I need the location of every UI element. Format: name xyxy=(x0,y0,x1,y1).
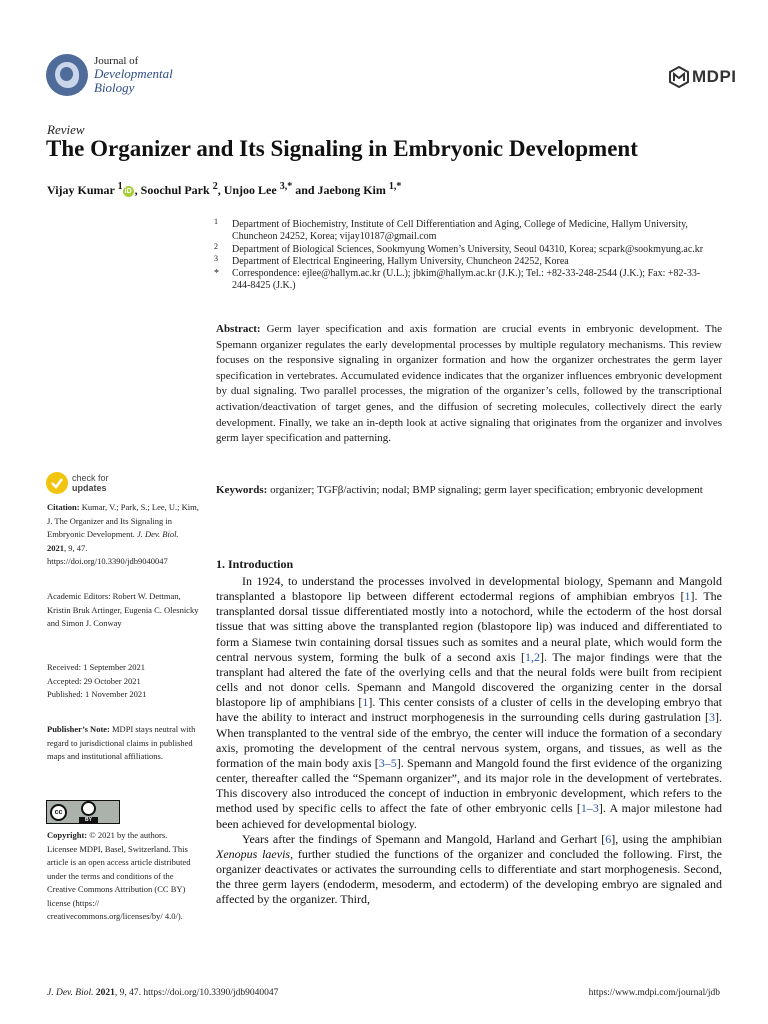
body-text-run: In 1924, to understand the processes involved in developmental biology, Spemann and Mangold transplanted a blastopore lip between different ectodermal regions of amphibian embryos [ xyxy=(216,574,722,604)
abstract-text: Germ layer specification and axis formation are crucial events in embryonic development. The Spemann organizer regulates the early developmental processes by multiple regulatory mechanisms. This review focuses on the responsive signaling in organizer formation and how the organizer orchestrates the germ layer specification in vertebrates. Accumulated evidence indicates that the organizer influences embryonic development by dual signaling. Two parallel processes, the migration of the organizer’s cells, followed by the transcriptional activation/deactivation of target genes, and the diffusion of secreting molecules, collectively direct the early development. Finally, we take an in-depth look at active signaling that originates from the organizer and involves germ layer specification and patterning. xyxy=(216,323,722,445)
affiliation-item xyxy=(214,219,714,244)
article-type: Review xyxy=(47,122,85,137)
body-text-run: Years after the findings of Spemann and Mangold, Harland and Gerhart [ xyxy=(242,831,606,846)
citation-block xyxy=(47,501,199,569)
publisher-note-label: Publisher’s Note: xyxy=(47,724,110,734)
author-affil-sup: 1,* xyxy=(388,181,402,192)
citation-link[interactable]: 1 xyxy=(684,589,691,604)
affiliation-number: 2 xyxy=(214,241,218,251)
orcid-icon[interactable]: iD xyxy=(124,188,132,195)
footer-journal-url[interactable]: https://www.mdpi.com/journal/jdb xyxy=(588,988,720,998)
affiliation-text: Department of Electrical Engineering, Hallym University, Chuncheon 24252, Korea xyxy=(232,255,569,267)
footer-citation xyxy=(47,988,278,998)
species-name: Xenopus laevis xyxy=(216,846,291,861)
publisher-note-text: MDPI stays neutral with regard to jurisdictional claims in published maps and institutional affiliations. xyxy=(47,724,196,761)
check-updates-line2: updates xyxy=(72,483,107,493)
affiliation-text: Department of Biochemistry, Institute of Cell Differentiation and Aging, College of Medicine, Hallym University, Chuncheon 24252, Korea; vijay10187@gmail.com xyxy=(232,219,688,243)
affiliation-text: Department of Biological Sciences, Sookmyung Women’s University, Seoul 04310, Korea; scpark@sookmyung.ac.kr xyxy=(232,243,704,255)
citation-doi[interactable]: , 9, 47. https://doi.org/10.3390/jdb9040047 xyxy=(47,542,168,566)
keywords-label: Keywords: xyxy=(216,484,268,496)
citation-journal: J. Dev. Biol. xyxy=(136,529,179,539)
body-text-run: ]. This center consists of a cluster of cells in the developing embryo that have the ability to interact and instruct morphogenesis in the surrounding cells during gastrulation [ xyxy=(216,695,722,725)
journal-name xyxy=(94,56,173,95)
footer-journal: J. Dev. Biol. xyxy=(47,988,94,998)
correspondence-text: Correspondence: ejlee@hallym.ac.kr (U.L.); jbkim@hallym.ac.kr (J.K.); Tel.: +82-33-248-2544 (J.K.); Fax: +82-33-244-8425 (J.K.) xyxy=(232,268,701,292)
body-text-run: , further studied the functions of the organizer and concluded the following. First, the organizer deactivates or activates the surrounding cells to differentiate and start morphogenesis. Second, the three germ layers (endoderm, mesoderm, and ectoderm) of the developing embryo are signaled and affected by the organizer. Third, xyxy=(216,846,722,907)
citation-label: Citation: xyxy=(47,502,80,512)
author-list xyxy=(47,181,401,198)
journal-logo[interactable] xyxy=(46,54,173,96)
citation-link[interactable]: 1–3 xyxy=(580,801,599,816)
section-heading-introduction: 1. Introduction xyxy=(216,557,294,571)
check-updates-line1: check for xyxy=(72,473,109,483)
paragraph xyxy=(216,574,722,832)
author-name: , Unjoo Lee xyxy=(217,183,280,197)
author-name: Vijay Kumar xyxy=(47,183,118,197)
embryo-icon xyxy=(46,54,88,96)
check-updates-label xyxy=(72,473,109,493)
author-name: , Soochul Park xyxy=(134,183,213,197)
journal-name-line2: Developmental xyxy=(94,66,173,82)
body-text-run: ]. Spemann and Mangold found the first evidence of the organizing center, thereafter called the “Spemann organizer”, and its major role in the development of vertebrates. This discovery also introduced the concept of induction in embryonic development, which refers to the method used by specific cells to affect the fate of other embryonic cells [ xyxy=(216,755,722,816)
citation-link[interactable]: 3–5 xyxy=(378,755,397,770)
affiliation-number: 1 xyxy=(214,217,218,226)
footer-year: 2021 xyxy=(95,988,115,998)
page-footer xyxy=(47,988,720,998)
author-affil-sup: 2 xyxy=(212,181,218,192)
check-updates-icon xyxy=(46,472,68,494)
article-title: The Organizer and Its Signaling in Embryonic Development xyxy=(46,136,638,161)
affiliations xyxy=(214,219,714,293)
affiliation-number: 3 xyxy=(214,253,218,263)
citation-link[interactable]: 6 xyxy=(605,831,612,846)
footer-doi[interactable]: , 9, 47. https://doi.org/10.3390/jdb9040047 xyxy=(114,988,279,998)
affiliation-item xyxy=(214,241,714,256)
author-affil-sup: 3,* xyxy=(279,181,293,192)
creative-commons-icon: cc xyxy=(50,804,67,821)
journal-name-line1: Journal of xyxy=(94,54,139,67)
copyright-label: Copyright: xyxy=(47,830,88,840)
journal-name-line3: Biology xyxy=(94,79,135,95)
citation-link[interactable]: 3 xyxy=(709,710,715,725)
dates-block xyxy=(47,661,199,702)
mdpi-hexagon-icon xyxy=(668,66,690,88)
cc-by-label: BY xyxy=(79,817,98,823)
publisher-name: MDPI xyxy=(692,67,737,86)
body-text-run: ]. A major milestone had been achieved for developmental biology. xyxy=(216,801,723,831)
keywords-text: organizer; TGFβ/activin; nodal; BMP signaling; germ layer specification; embryonic development xyxy=(270,484,703,496)
received-date: Received: 1 September 2021 xyxy=(47,662,145,672)
person-icon xyxy=(81,801,96,816)
citation-link[interactable]: 1 xyxy=(362,695,369,710)
copyright-text: © 2021 by the authors. Licensee MDPI, Basel, Switzerland. This article is an open access article distributed under the terms and conditions of the Creative Commons Attribution (CC BY) license (https:// creativecommons.org/licenses/by/ 4.0/). xyxy=(47,830,191,921)
correspondence-item xyxy=(214,268,714,293)
paragraph xyxy=(216,832,722,908)
attribution-icon xyxy=(79,801,98,823)
body-text-run: ], using the amphibian xyxy=(611,831,722,846)
abstract xyxy=(216,322,722,447)
academic-editors: Academic Editors: Robert W. Dettman, Kristin Bruk Artinger, Eugenia C. Olesnicky and Simon J. Conway xyxy=(47,591,199,628)
citation-link[interactable]: 1,2 xyxy=(525,649,541,664)
introduction-body xyxy=(216,574,722,907)
body-text-run: ]. The transplanted dorsal tissue differentiated mostly into a notochord, while the ectoderm of the host dorsal tissue that was sitting above the transplanted region (blastopore lip) was induced and differentiated to form a Siamese twin containing dorsal tissues such as somites and a neural plate, which would form the central nervous system, forming the bulk of a second axis [ xyxy=(216,589,722,664)
abstract-label: Abstract: xyxy=(216,323,261,335)
correspondence-marker: * xyxy=(214,268,219,280)
citation-year: 2021 xyxy=(47,542,64,553)
publisher-note xyxy=(47,723,199,764)
check-for-updates-button[interactable] xyxy=(46,472,109,494)
publisher-logo[interactable] xyxy=(668,66,737,88)
copyright-block xyxy=(47,829,199,924)
author-name: and Jaebong Kim xyxy=(292,183,389,197)
author-affil-sup: 1 xyxy=(117,181,123,192)
published-date: Published: 1 November 2021 xyxy=(47,689,147,699)
body-text-run: ]. The major findings were that the transplant had altered the fate of the overlying cells and that the neural folds were built from recipient cells and not donor cells. Spemann and Mangold discovered the organizing center in the dorsal blastopore lip of amphibians [ xyxy=(216,649,722,710)
cc-by-license-badge[interactable] xyxy=(46,800,120,824)
citation-text: Kumar, V.; Park, S.; Lee, U.; Kim, J. The Organizer and Its Signaling in Embryonic Development. xyxy=(47,502,199,539)
accepted-date: Accepted: 29 October 2021 xyxy=(47,675,141,686)
keywords xyxy=(216,483,722,499)
body-text-run: ]. When transplanted to the ventral side of the embryo, the center will induce the formation of a secondary axis, promoting the development of the central nervous system, organs, and tissues, as well as the formation of the main body axis [ xyxy=(216,710,722,770)
affiliation-item xyxy=(214,253,714,268)
